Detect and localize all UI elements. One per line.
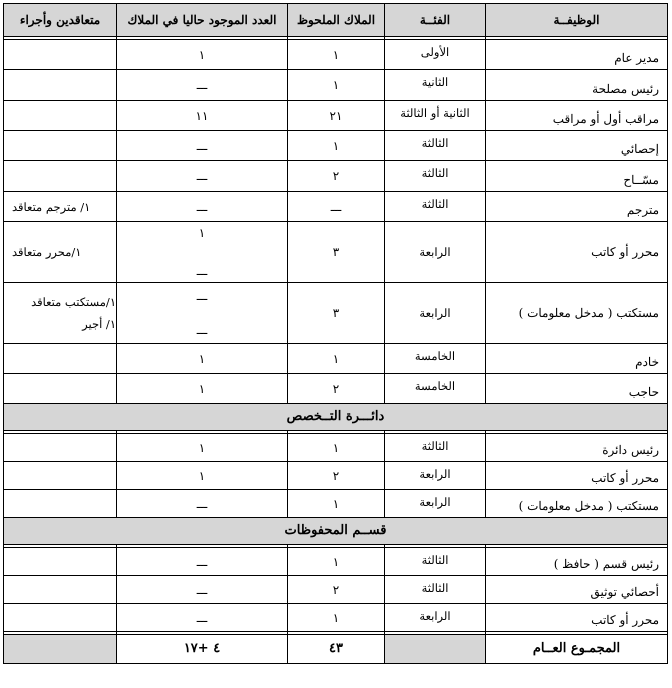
job-cell: مسّــاح xyxy=(486,160,668,191)
total-label: المجمـوع العــام xyxy=(486,634,668,663)
staffing-table xyxy=(3,3,668,664)
contract-cell xyxy=(4,489,117,517)
table-row xyxy=(4,100,668,130)
observed-cell: ١ xyxy=(288,343,385,373)
category-cell: الرابعة xyxy=(385,461,486,489)
category-cell: الخامسة xyxy=(385,373,486,403)
observed-cell: ٣ xyxy=(288,282,385,343)
observed-cell: ١ xyxy=(288,489,385,517)
job-cell: حاجب xyxy=(486,373,668,403)
section-row xyxy=(4,403,668,430)
category-cell: الرابعة xyxy=(385,221,486,282)
total-empty-cell xyxy=(385,634,486,663)
header-row xyxy=(4,3,668,36)
current-value: ـــ xyxy=(196,289,208,303)
job-cell: محرر أو كاتب xyxy=(486,461,668,489)
contract-cell xyxy=(4,343,117,373)
category-cell: الثالثة xyxy=(385,547,486,575)
contract-value: ١/ أجير xyxy=(82,317,116,331)
current-cell xyxy=(117,221,288,282)
current-cell: ١ xyxy=(117,373,288,403)
table-row xyxy=(4,373,668,403)
current-value: ١ xyxy=(198,226,206,240)
current-cell: ـــ xyxy=(117,69,288,100)
current-value: ـــ xyxy=(196,264,208,278)
contract-cell xyxy=(4,39,117,69)
category-cell: الثالثة xyxy=(385,575,486,603)
current-cell: ـــ xyxy=(117,547,288,575)
observed-cell: ١ xyxy=(288,547,385,575)
table-row xyxy=(4,69,668,100)
category-cell: الثانية أو الثالثة xyxy=(385,100,486,130)
observed-cell: ٢ xyxy=(288,160,385,191)
category-cell: الرابعة xyxy=(385,282,486,343)
table-row xyxy=(4,160,668,191)
section-row xyxy=(4,517,668,544)
header-category: الفئــة xyxy=(385,3,486,36)
current-cell: ـــ xyxy=(117,160,288,191)
observed-cell: ١ xyxy=(288,69,385,100)
category-cell: الأولى xyxy=(385,39,486,69)
contract-cell xyxy=(4,575,117,603)
contract-cell xyxy=(4,69,117,100)
contract-cell xyxy=(4,547,117,575)
category-cell: الخامسة xyxy=(385,343,486,373)
observed-cell: ـــ xyxy=(288,191,385,221)
current-cell: ـــ xyxy=(117,603,288,631)
section-title-specialization: دائـــرة التــخصص xyxy=(4,403,668,430)
table-row xyxy=(4,547,668,575)
total-row xyxy=(4,634,668,663)
total-empty-cell xyxy=(4,634,117,663)
section-title-archives: قســم المحفوظات xyxy=(4,517,668,544)
table-row xyxy=(4,191,668,221)
job-cell: أحصائي توثيق xyxy=(486,575,668,603)
job-cell: مترجم xyxy=(486,191,668,221)
current-cell: ١ xyxy=(117,39,288,69)
category-cell: الثالثة xyxy=(385,433,486,461)
table-row xyxy=(4,343,668,373)
job-cell: مراقب أول أو مراقب xyxy=(486,100,668,130)
contract-cell xyxy=(4,100,117,130)
observed-cell: ١ xyxy=(288,130,385,160)
header-contract: متعاقدين وأجراء xyxy=(4,3,117,36)
job-cell: رئيس مصلحة xyxy=(486,69,668,100)
job-cell: محرر أو كاتب xyxy=(486,221,668,282)
table-row xyxy=(4,575,668,603)
current-cell: ١١ xyxy=(117,100,288,130)
contract-cell: ١/محرر متعاقد xyxy=(4,221,117,282)
current-cell: ١ xyxy=(117,433,288,461)
observed-cell: ٢١ xyxy=(288,100,385,130)
category-cell: الثالثة xyxy=(385,191,486,221)
category-cell: الثالثة xyxy=(385,160,486,191)
table-row xyxy=(4,282,668,343)
table-row xyxy=(4,221,668,282)
contract-cell xyxy=(4,130,117,160)
observed-cell: ٢ xyxy=(288,373,385,403)
job-cell: رئيس قسم ( حافظ ) xyxy=(486,547,668,575)
table-row xyxy=(4,461,668,489)
job-cell: إحصائي xyxy=(486,130,668,160)
current-cell: ١ xyxy=(117,461,288,489)
contract-cell xyxy=(4,160,117,191)
current-cell xyxy=(117,282,288,343)
job-cell: محرر أو كاتب xyxy=(486,603,668,631)
table-row xyxy=(4,603,668,631)
job-cell: خادم xyxy=(486,343,668,373)
table-row xyxy=(4,489,668,517)
contract-value: ١/مستكتب متعاقد xyxy=(31,295,116,309)
contract-cell: ١/ مترجم متعاقد xyxy=(4,191,117,221)
total-observed: ٤٣ xyxy=(288,634,385,663)
header-observed: الملاك الملحوظ xyxy=(288,3,385,36)
current-cell: ـــ xyxy=(117,130,288,160)
current-value: ـــ xyxy=(196,323,208,337)
job-cell: مستكتب ( مدخل معلومات ) xyxy=(486,282,668,343)
observed-cell: ١ xyxy=(288,433,385,461)
current-cell: ١ xyxy=(117,343,288,373)
observed-cell: ٢ xyxy=(288,575,385,603)
observed-cell: ٣ xyxy=(288,221,385,282)
observed-cell: ١ xyxy=(288,603,385,631)
observed-cell: ٢ xyxy=(288,461,385,489)
table-row xyxy=(4,39,668,69)
job-cell: رئيس دائرة xyxy=(486,433,668,461)
staffing-table-document xyxy=(3,3,667,664)
total-current: ٤ +١٧ xyxy=(117,634,288,663)
category-cell: الثانية xyxy=(385,69,486,100)
current-cell: ـــ xyxy=(117,575,288,603)
table-row xyxy=(4,130,668,160)
contract-cell xyxy=(4,282,117,343)
header-current: العدد الموجود حاليا في الملاك xyxy=(117,3,288,36)
job-cell: مدير عام xyxy=(486,39,668,69)
category-cell: الرابعة xyxy=(385,489,486,517)
job-cell: مستكتب ( مدخل معلومات ) xyxy=(486,489,668,517)
table-row xyxy=(4,433,668,461)
current-cell: ـــ xyxy=(117,191,288,221)
category-cell: الرابعة xyxy=(385,603,486,631)
current-cell: ـــ xyxy=(117,489,288,517)
observed-cell: ١ xyxy=(288,39,385,69)
contract-cell xyxy=(4,373,117,403)
category-cell: الثالثة xyxy=(385,130,486,160)
contract-cell xyxy=(4,603,117,631)
contract-cell xyxy=(4,433,117,461)
contract-cell xyxy=(4,461,117,489)
header-job: الوظيفــة xyxy=(486,3,668,36)
